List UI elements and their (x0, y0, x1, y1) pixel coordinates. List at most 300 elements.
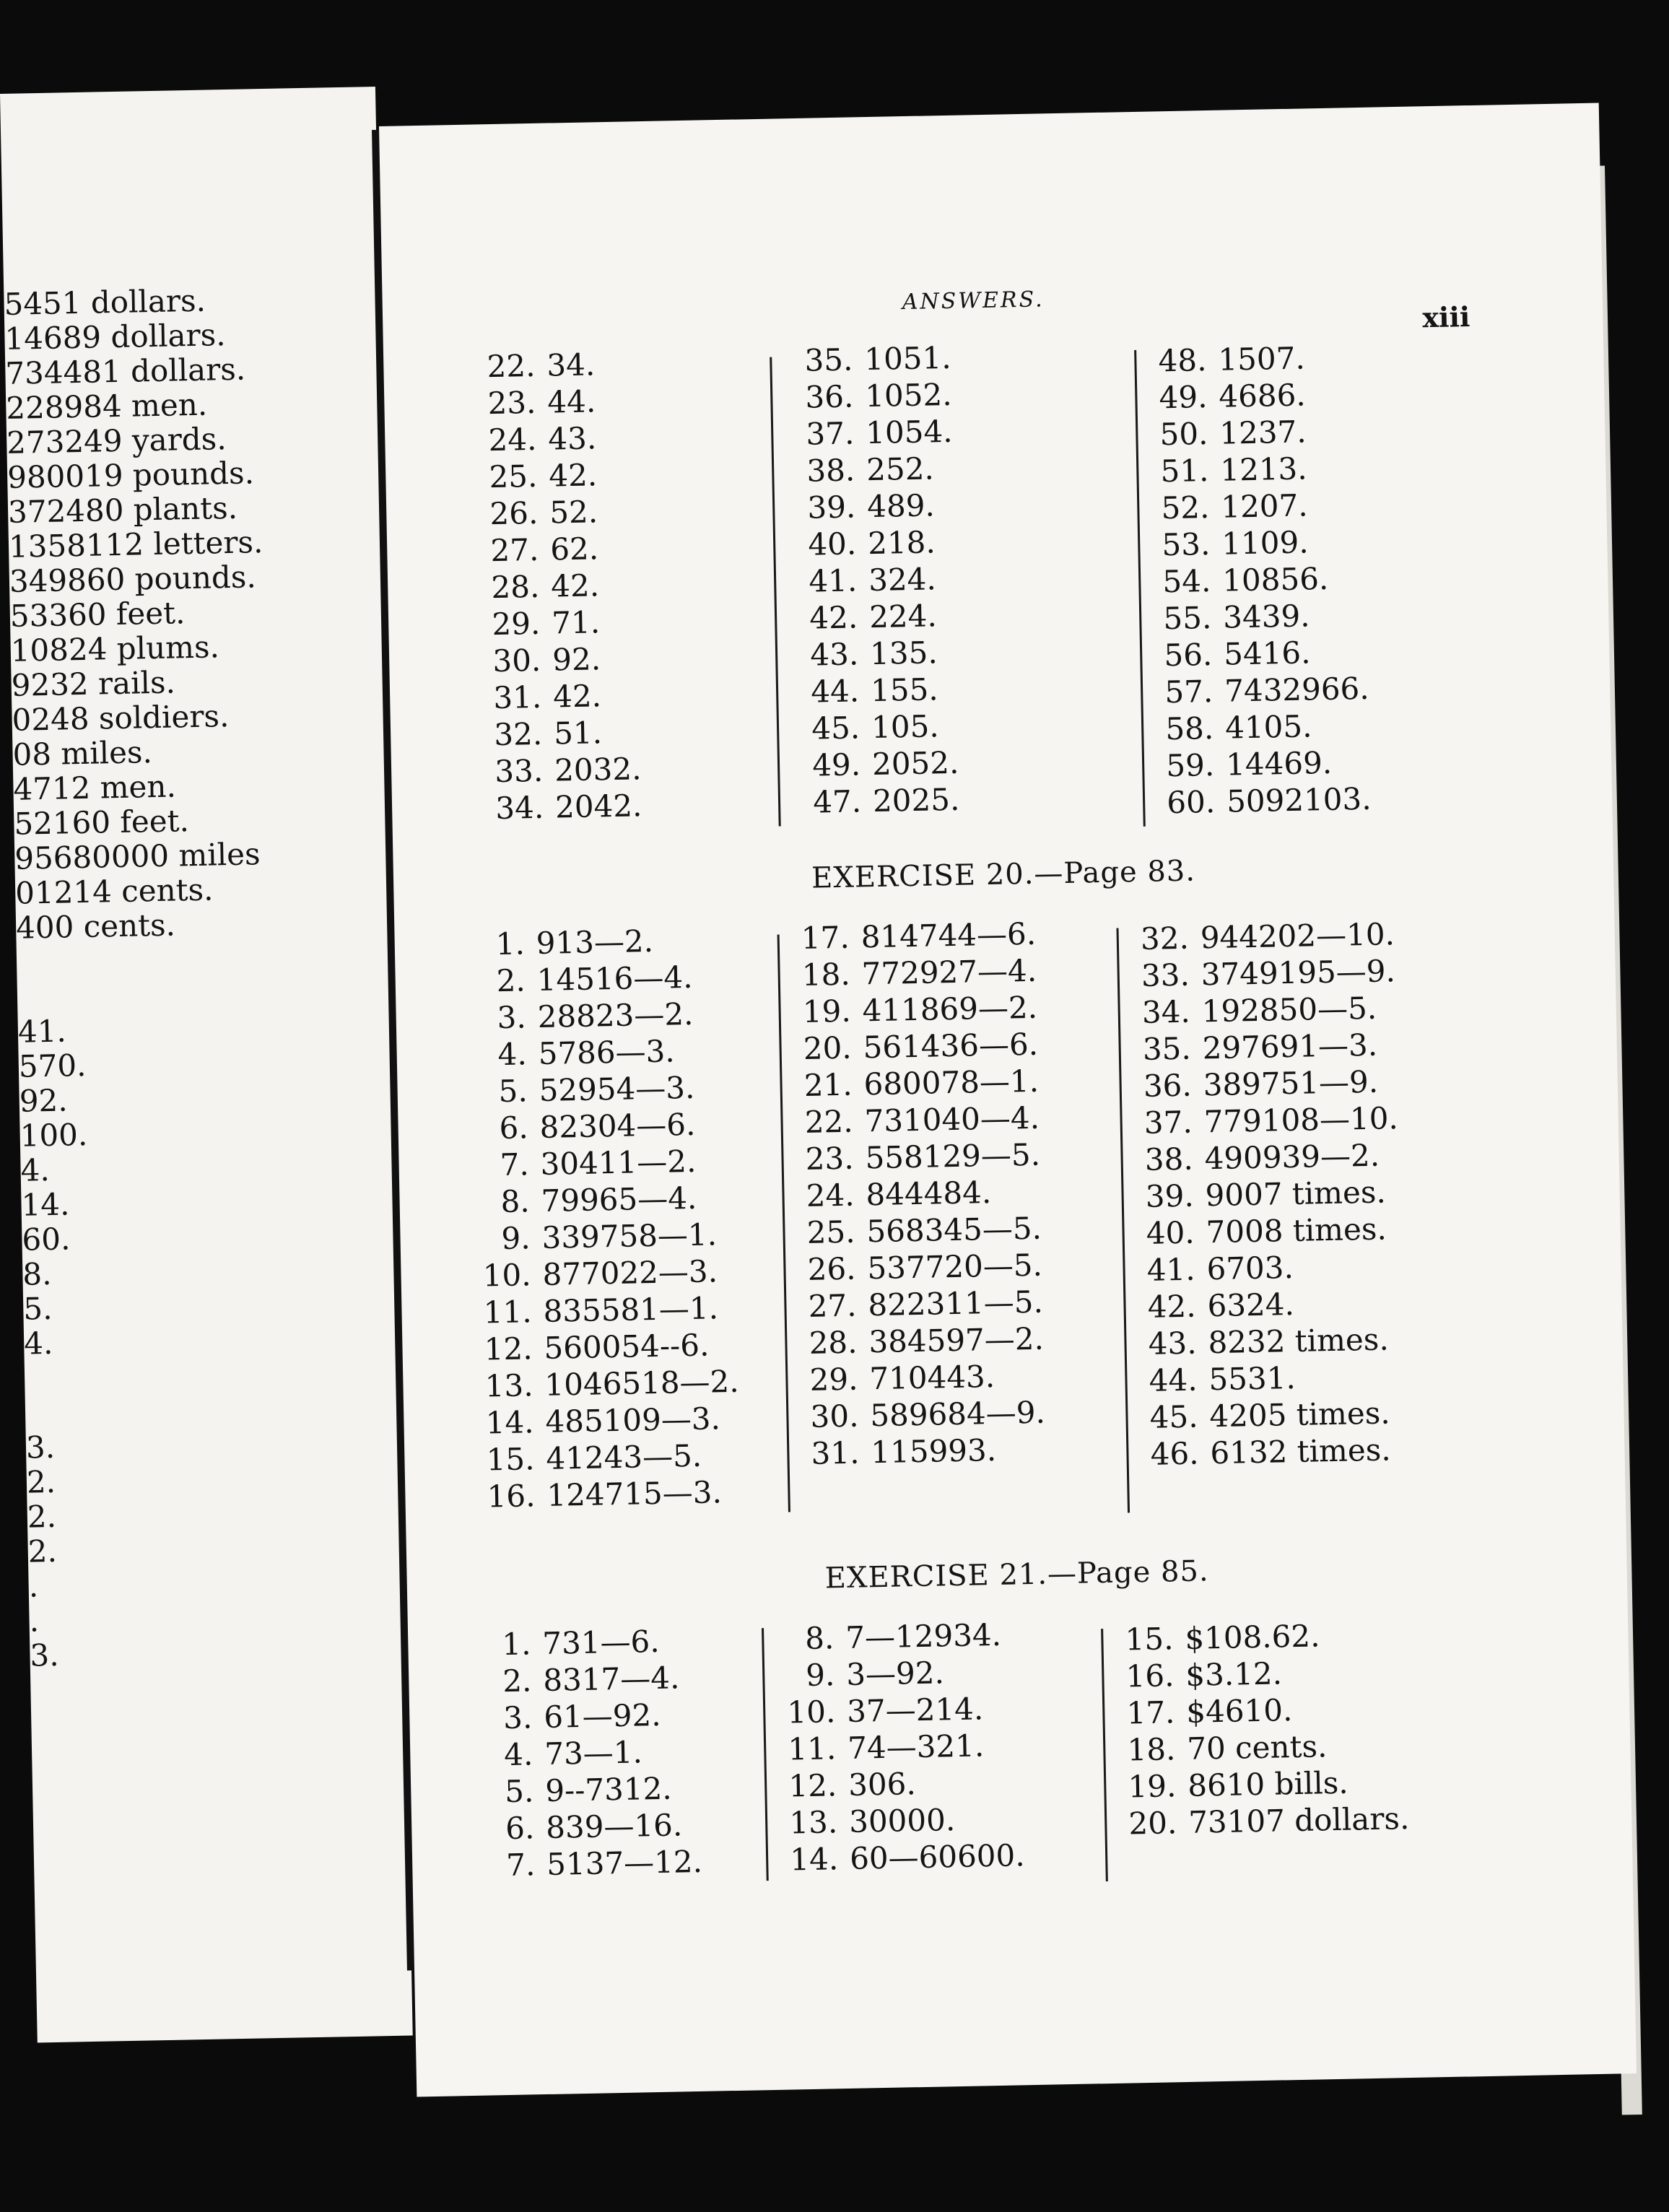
answer-item (473, 1253, 737, 1294)
answer-value: 62. (549, 531, 599, 567)
answer-number: 31. (811, 1434, 860, 1471)
left-page-line: 5. (22, 1290, 53, 1327)
answer-item (801, 1394, 1045, 1435)
answer-item (471, 1179, 736, 1221)
page-number: xiii (1421, 300, 1470, 334)
answer-number: 16. (487, 1478, 536, 1515)
answer-number: 3. (497, 999, 527, 1036)
answer-number: 20. (1128, 1805, 1177, 1842)
answer-item (1152, 523, 1367, 564)
answer-number: 29. (809, 1361, 858, 1398)
answer-number: 27. (490, 531, 539, 569)
answer-value: 8610 bills. (1187, 1764, 1349, 1803)
answer-value: 561436—6. (863, 1026, 1039, 1066)
answer-value: 490939—2. (1204, 1137, 1380, 1177)
answer-number: 11. (483, 1294, 533, 1331)
column-rule (777, 935, 790, 1512)
answer-number: 1. (495, 926, 526, 962)
answer-number: 54. (1162, 562, 1211, 600)
answer-item (476, 1769, 702, 1811)
ex21-col-1 (473, 1622, 702, 1884)
answer-item (795, 339, 951, 379)
answer-value: 70 cents. (1186, 1728, 1328, 1767)
answer-number: 23. (487, 384, 536, 422)
answer-item (1151, 449, 1365, 490)
answer-number: 14. (789, 1841, 839, 1878)
answer-item (778, 1726, 1023, 1767)
answer-item (802, 707, 959, 747)
answer-number: 20. (803, 1029, 853, 1066)
answer-number: 7. (505, 1847, 536, 1884)
left-page-line: 60. (22, 1221, 71, 1258)
answer-item (1155, 670, 1369, 711)
answer-value: 135. (869, 635, 938, 672)
answer-value: 7—12934. (845, 1616, 1002, 1655)
answer-item (792, 952, 1037, 993)
answer-value: 489. (866, 487, 936, 525)
answer-value: 218. (867, 524, 936, 562)
answer-value: 124715—3. (546, 1474, 723, 1513)
answer-item (777, 1653, 1021, 1694)
left-page-line: 4. (20, 1151, 51, 1188)
ex20-col-3 (1130, 915, 1405, 1473)
answer-item (482, 603, 639, 643)
answer-value: 710443. (868, 1358, 995, 1397)
answer-number: 6. (505, 1810, 535, 1847)
answer-value: 1046518—2. (544, 1363, 740, 1403)
answer-item (1135, 1136, 1399, 1178)
answer-value: 1054. (865, 413, 953, 451)
answer-number: 15. (486, 1441, 535, 1478)
answer-item (1139, 1357, 1403, 1399)
answer-number: 1. (501, 1626, 531, 1663)
answer-number: 40. (1146, 1214, 1195, 1251)
answer-value: 42. (548, 457, 598, 494)
answer-number: 38. (806, 452, 855, 489)
answer-value: 71. (551, 604, 601, 641)
left-page-line: 14. (21, 1186, 70, 1223)
answer-number: 11. (787, 1730, 837, 1767)
answer-number: 12. (788, 1767, 837, 1804)
left-page-line: 52160 feet. (13, 803, 190, 842)
left-page-line: 92. (19, 1082, 69, 1119)
answer-value: 731040—4. (864, 1100, 1040, 1139)
answer-number: 13. (788, 1804, 838, 1841)
answer-value: 324. (868, 561, 937, 598)
answer-value: $3.12. (1185, 1655, 1283, 1693)
answer-number: 43. (1148, 1325, 1198, 1362)
answer-item (779, 1763, 1024, 1804)
answer-number: 42. (1147, 1288, 1197, 1325)
answer-item (475, 1733, 701, 1774)
answer-number: 44. (810, 673, 860, 710)
answer-value: 41243—5. (545, 1437, 702, 1476)
answer-item (1153, 559, 1367, 601)
answer-value: 4686. (1218, 377, 1307, 414)
answer-value: 14469. (1225, 744, 1333, 783)
answer-number: 36. (805, 378, 854, 415)
answer-value: 1237. (1219, 414, 1307, 451)
answer-number: 44. (1149, 1362, 1198, 1398)
answer-item (1118, 1763, 1409, 1806)
answer-number: 45. (811, 710, 860, 746)
answer-value: 30000. (848, 1802, 956, 1839)
answer-item (777, 1689, 1022, 1730)
left-page-line: 41. (17, 1013, 67, 1050)
answer-value: 835581—1. (543, 1290, 719, 1329)
left-page-line: 4712 men. (13, 768, 177, 807)
answer-value: 74—321. (847, 1728, 985, 1766)
answer-item (791, 915, 1036, 957)
answer-item (1149, 339, 1363, 380)
answer-number: 24. (806, 1177, 855, 1214)
answer-value: 339758—1. (541, 1216, 718, 1255)
answer-item (475, 1363, 739, 1405)
left-page-line: 14689 dollars. (4, 317, 226, 357)
answer-value: 192850—5. (1201, 990, 1377, 1029)
answer-item (798, 1284, 1043, 1325)
answer-number: 60. (1166, 783, 1216, 821)
answer-value: 30411—2. (540, 1143, 697, 1182)
answer-number: 26. (807, 1250, 856, 1287)
answer-number: 28. (491, 568, 540, 606)
left-page-line: 8. (22, 1255, 52, 1292)
answer-item (476, 1400, 740, 1442)
answer-item (467, 958, 731, 1000)
answer-value: 411869—2. (862, 989, 1038, 1029)
answer-value: 42. (550, 567, 600, 604)
answer-item (1132, 989, 1396, 1031)
answer-item (1130, 915, 1395, 957)
answer-value: 306. (847, 1766, 917, 1803)
left-page-line: 10824 plums. (10, 629, 220, 669)
answer-number: 8. (500, 1183, 531, 1220)
left-page-line: 372480 plants. (7, 489, 238, 530)
answer-value: 6132 times. (1210, 1432, 1392, 1471)
answer-value: 5531. (1208, 1359, 1297, 1398)
answer-number: 33. (1141, 957, 1190, 993)
answer-item (801, 1431, 1046, 1472)
answer-value: 537720—5. (867, 1247, 1043, 1286)
answer-value: 3—92. (845, 1655, 945, 1692)
answer-item (1115, 1616, 1406, 1658)
answer-number: 56. (1164, 636, 1213, 674)
answer-value: 42. (552, 678, 602, 715)
answer-value: 115993. (870, 1432, 997, 1471)
left-page-line: 4. (23, 1325, 53, 1362)
answer-item (801, 634, 957, 674)
answer-item (474, 1659, 700, 1700)
answer-number: 53. (1162, 526, 1211, 563)
answer-item (1157, 780, 1372, 822)
left-page (0, 87, 413, 2042)
running-head: ANSWERS. (902, 287, 1045, 315)
answer-item (1140, 1394, 1404, 1436)
left-page-line: 273249 yards. (6, 421, 227, 461)
answer-number: 9. (805, 1657, 835, 1694)
answer-number: 34. (494, 789, 544, 827)
answer-item (483, 640, 640, 679)
answer-item (1117, 1689, 1408, 1732)
column-rule (1134, 350, 1146, 827)
column-rule (770, 357, 780, 827)
answer-item (474, 1326, 738, 1368)
answer-number: 23. (805, 1140, 855, 1177)
answer-value: 568345—5. (866, 1210, 1042, 1250)
left-page-line: 53360 feet. (9, 595, 186, 634)
answer-number: 9. (501, 1220, 531, 1257)
answer-item (476, 1806, 702, 1847)
answer-value: 913—2. (536, 923, 654, 962)
answer-item (795, 1100, 1040, 1141)
answer-value: 8317—4. (542, 1660, 680, 1699)
answer-number: 46. (1150, 1435, 1199, 1472)
answer-item (793, 989, 1037, 1030)
answer-item (466, 921, 731, 963)
answer-value: 73—1. (544, 1734, 643, 1772)
answer-item (469, 1068, 733, 1110)
answer-number: 2. (496, 962, 526, 999)
answer-value: 1207. (1220, 487, 1309, 525)
answer-number: 52. (1161, 489, 1210, 526)
exercise-21-heading: EXERCISE 21.—Page 85. (824, 1554, 1210, 1595)
answer-number: 4. (503, 1736, 533, 1773)
answer-value: 92. (552, 641, 601, 678)
answer-value: 79965—4. (541, 1180, 697, 1219)
answer-item (793, 1026, 1038, 1067)
answers-page (379, 103, 1637, 2097)
answer-value: 34. (546, 347, 596, 383)
answer-number: 37. (806, 415, 855, 452)
answer-number: 13. (484, 1367, 533, 1404)
answer-value: 73107 dollars. (1188, 1800, 1410, 1840)
answer-number: 7. (500, 1146, 530, 1183)
answer-item (476, 1437, 741, 1479)
answer-item (1138, 1284, 1402, 1325)
column-rule (1117, 928, 1130, 1513)
answer-item (477, 1473, 741, 1515)
left-page-line: 2. (27, 1533, 58, 1569)
answer-item (799, 1320, 1044, 1362)
answer-value: 5092103. (1226, 780, 1372, 819)
answer-item (474, 1696, 700, 1737)
answer-item (798, 1247, 1042, 1288)
answer-number: 36. (1143, 1067, 1193, 1104)
answer-number: 2. (502, 1663, 532, 1699)
answer-value: 224. (868, 598, 938, 635)
answer-number: 50. (1159, 416, 1208, 453)
answer-value: 944202—10. (1200, 916, 1395, 956)
answer-item (468, 995, 732, 1037)
answer-value: 6703. (1206, 1249, 1294, 1287)
answer-value: 822311—5. (868, 1284, 1044, 1323)
answer-value: 52954—3. (539, 1069, 695, 1108)
left-page-line: 349860 pounds. (9, 559, 257, 599)
answer-value: 5786—3. (538, 1033, 676, 1071)
answer-item (803, 744, 959, 784)
answer-value: 877022—3. (542, 1253, 718, 1292)
answer-number: 22. (487, 347, 536, 385)
left-page-line: 980019 pounds. (6, 455, 255, 495)
answer-item (481, 566, 638, 606)
answer-item (1150, 412, 1364, 453)
column-rule (762, 1628, 769, 1881)
answer-number: 59. (1165, 746, 1215, 784)
answer-number: 24. (488, 421, 537, 458)
left-page-line: 1358112 letters. (8, 524, 263, 565)
answer-value: 52. (549, 494, 598, 531)
top-col-1 (477, 345, 642, 827)
answer-number: 39. (1145, 1177, 1195, 1214)
answer-item (479, 456, 636, 495)
answer-value: 3439. (1222, 598, 1310, 635)
answer-item (1138, 1320, 1403, 1362)
answer-number: 5. (498, 1073, 528, 1110)
left-page-line: 3. (25, 1429, 56, 1466)
answer-item (780, 1800, 1024, 1841)
left-page-line: 2. (27, 1498, 57, 1535)
answer-item (480, 492, 637, 532)
answer-item (1154, 633, 1369, 674)
answer-item (1133, 1026, 1397, 1068)
answer-item (1156, 707, 1370, 748)
answer-item (477, 1843, 703, 1884)
column-rule (1101, 1629, 1108, 1881)
answer-item (1154, 596, 1368, 637)
answer-number: 38. (1144, 1141, 1194, 1177)
answer-number: 27. (808, 1287, 857, 1324)
left-page-line: 734481 dollars. (4, 351, 246, 391)
answer-item (1156, 744, 1371, 785)
answer-number: 28. (809, 1324, 858, 1361)
answer-item (800, 597, 956, 637)
left-page-line: 100. (19, 1116, 88, 1154)
answer-value: 7432966. (1224, 670, 1370, 709)
answer-value: 4105. (1224, 708, 1312, 746)
ex20-col-1 (466, 921, 741, 1515)
left-page-line: . (29, 1603, 40, 1639)
answer-value: 2032. (554, 751, 642, 788)
answer-item (799, 560, 956, 600)
answer-value: $108.62. (1184, 1618, 1320, 1656)
answer-number: 35. (1142, 1030, 1192, 1067)
answer-value: 14516—4. (536, 959, 693, 998)
answer-number: 58. (1164, 710, 1214, 747)
answer-number: 14. (485, 1404, 534, 1441)
ex21-col-2 (776, 1616, 1025, 1878)
answer-value: 82304—6. (539, 1106, 696, 1145)
answer-item (798, 487, 954, 526)
answer-item (776, 1616, 1021, 1657)
answer-number: 17. (801, 919, 850, 956)
answer-number: 32. (493, 715, 543, 753)
answer-value: 2052. (871, 744, 959, 783)
top-col-3 (1149, 339, 1372, 822)
answer-value: 1051. (863, 339, 952, 378)
answer-value: 1109. (1221, 524, 1310, 562)
answer-number: 25. (489, 458, 538, 495)
answer-number: 57. (1164, 673, 1213, 710)
answer-number: 30. (810, 1398, 859, 1434)
answer-value: 5137—12. (546, 1843, 703, 1882)
answer-value: 9007 times. (1205, 1174, 1387, 1214)
answer-number: 16. (1125, 1658, 1175, 1694)
answer-value: 2042. (554, 788, 642, 825)
top-col-2 (795, 339, 960, 821)
answer-item (803, 781, 960, 821)
exercise-20-heading: EXERCISE 20.—Page 83. (811, 854, 1196, 895)
answer-value: 560054--6. (544, 1327, 710, 1366)
answer-item (484, 676, 640, 716)
answer-number: 18. (1127, 1731, 1176, 1768)
answer-number: 26. (489, 495, 539, 532)
answer-number: 18. (801, 956, 851, 993)
answer-number: 48. (1158, 342, 1207, 379)
answer-number: 49. (1159, 379, 1208, 416)
answer-item (477, 345, 634, 385)
answer-number: 19. (802, 993, 852, 1029)
answer-item (1137, 1247, 1401, 1289)
answer-number: 22. (804, 1103, 854, 1140)
left-page-line: 570. (18, 1047, 87, 1084)
answer-value: 105. (871, 708, 940, 746)
answer-number: 41. (808, 562, 858, 599)
answer-value: 839—16. (545, 1807, 683, 1845)
answer-number: 40. (807, 526, 857, 562)
answer-value: 60—60600. (849, 1837, 1026, 1876)
answer-value: 155. (870, 671, 939, 709)
answer-number: 30. (492, 642, 541, 679)
answer-item (796, 413, 953, 453)
answer-item (484, 713, 641, 753)
answer-number: 47. (812, 783, 862, 820)
answer-item (481, 529, 637, 569)
left-page-line: . (28, 1568, 39, 1604)
left-page-line: 9232 rails. (11, 664, 176, 703)
answer-number: 4. (497, 1036, 528, 1073)
answer-value: 44. (546, 383, 596, 420)
answer-value: 1052. (864, 376, 952, 414)
answer-number: 37. (1143, 1104, 1193, 1141)
answer-item (479, 419, 635, 458)
answer-item (1149, 375, 1364, 417)
answer-number: 51. (1160, 453, 1209, 489)
left-page-line: 95680000 miles (14, 836, 261, 876)
answer-number: 33. (494, 752, 544, 790)
answer-value: 589684—9. (869, 1394, 1046, 1434)
answer-item (1133, 1063, 1398, 1105)
answer-number: 5. (504, 1773, 534, 1810)
answer-value: 61—92. (543, 1697, 662, 1736)
answer-item (1136, 1173, 1400, 1215)
answer-number: 10. (787, 1694, 836, 1730)
answer-value: 731—6. (541, 1623, 661, 1662)
answer-number: 32. (1140, 920, 1190, 957)
answer-value: 6324. (1207, 1286, 1295, 1324)
answer-item (471, 1142, 735, 1184)
answer-value: 814744—6. (860, 915, 1037, 955)
answer-value: 7008 times. (1206, 1211, 1387, 1250)
answer-value: 4205 times. (1209, 1395, 1391, 1434)
answer-value: 680078—1. (863, 1063, 1040, 1102)
answer-value: 558129—5. (865, 1136, 1041, 1176)
left-page-column (4, 280, 379, 1673)
answer-item (1151, 486, 1366, 527)
answer-number: 19. (1128, 1768, 1177, 1805)
answer-value: 779108—10. (1203, 1100, 1399, 1140)
answer-item (474, 1289, 738, 1331)
answer-value: 8232 times. (1208, 1321, 1390, 1361)
